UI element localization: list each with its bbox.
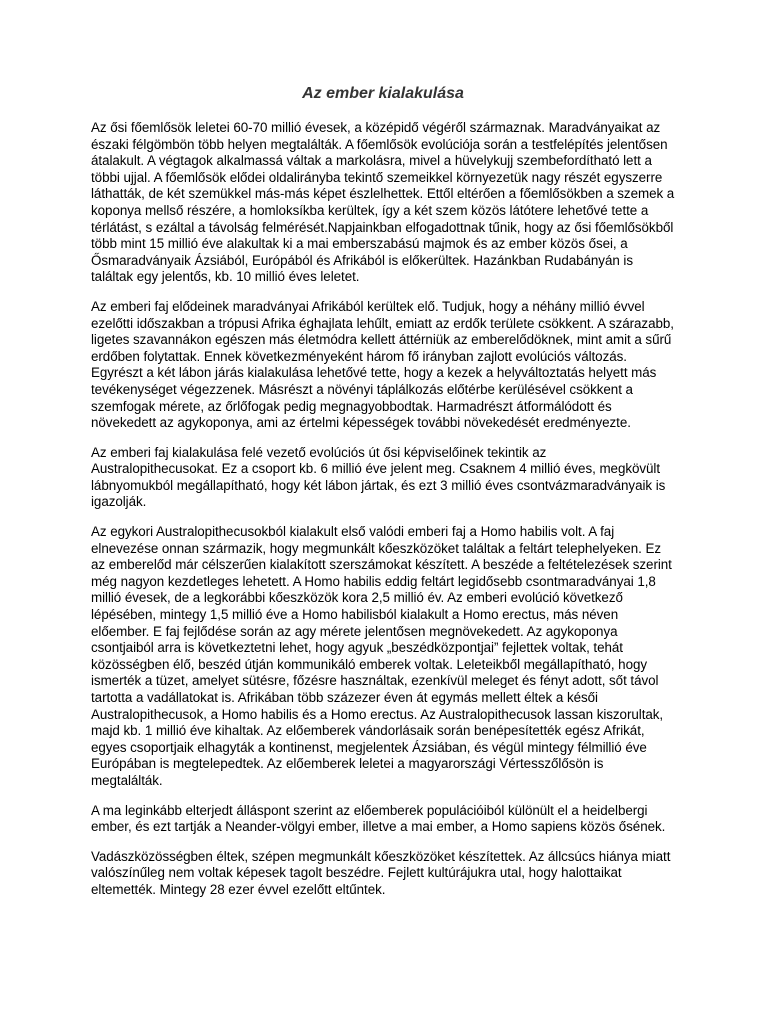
paragraph-3: Az emberi faj kialakulása felé vezető evolúciós út ősi képviselőinek tekintik az Australopithecusokat. Ez a csoport kb. 6 millió éve jelent meg. Csaknem 4 millió éves, megkövült lábnyomukból megállapítható, hogy két lábon jártak, és ezt 3 millió éves csontvázmaradványaik is igazolják. bbox=[91, 444, 666, 510]
paragraph-4: Az egykori Australopithecusokból kialakult első valódi emberi faj a Homo habilis volt. A faj elnevezése onnan származik, hogy megmunkált kőeszközöket találtak a feltárt telephelyeken. Ez az emberelőd már célszerűen kialakított szerszámokat készített. A beszéde a feltételezések szerint még nagyon kezdetleges lehetett. A Homo habilis eddig feltárt legidősebb csontmaradványai 1,8 millió évesek, de a legkorábbi kőeszközök kora 2,5 millió év. Az emberi evolúció következő lépésében, mintegy 1,5 millió éve a Homo habilisból kialakult a Homo erectus, más néven előember. E faj fejlődése során az agy mérete jelentősen megnövekedett. Az agykoponya csontjaiból arra is következtetni lehet, hogy agyuk „beszédközpontjai” fejlettek voltak, tehát közösségben élő, beszéd útján kommunikáló emberek voltak. Leleteikből megállapítható, hogy ismerték a tüzet, amelyet sütésre, főzésre használtak, ezenkívül meleget és fényt adott, sőt távol tartotta a vadállatokat is. Afrikában több százezer éven át egymás mellett éltek a késői Australopithecusok, a Homo habilis és a Homo erectus. Az Australopithecusok lassan kiszorultak, majd kb. 1 millió éve kihaltak. Az előemberek vándorlásaik során benépesítették egész Afrikát, egyes csoportjaik elhagyták a kontinenst, megjelentek Ázsiában, és végül mintegy félmillió éve Európában is megtelepedtek. Az előemberek leletei a magyarországi Vértesszőlősön is megtalálták. bbox=[91, 524, 672, 788]
document-page bbox=[91, 84, 675, 912]
paragraph-6: Vadászközösségben éltek, szépen megmunkált kőeszközöket készítettek. Az állcsúcs hiánya miatt valószínűleg nem voltak képesek tagolt beszédre. Fejlett kultúrájukra utal, hogy halottaikat eltemették. Mintegy 28 ezer évvel ezelőtt eltűntek. bbox=[91, 848, 671, 897]
paragraph-1: Az ősi főemlősök leletei 60-70 millió évesek, a középidő végéről származnak. Maradványaikat az északi félgömbön több helyen megtalálták. A főemlősök evolúciója során a testfelépítés jelentősen átalakult. A végtagok alkalmassá váltak a markolásra, mivel a hüvelykujj szembefordítható lett a többi ujjal. A főemlősök elődei oldalirányba tekintő szemeikkel környezetük nagy részét egyszerre láthatták, de két szemükkel más-más képet észlelhettek. Ettől eltérően a főemlősökben a szemek a koponya mellső részére, a homloksíkba kerültek, így a két szem közös látótere lehetővé tette a térlátást, s ezáltal a távolság felmérését.Napjainkban elfogadottnak tűnik, hogy az ősi főemlősökből több mint 15 millió éve alakultak ki a mai emberszabású majmok és az ember közös ősei, a Ősmaradványaik Ázsiából, Európából és Afrikából is előkerültek. Hazánkban Rudabányán is találtak egy jelentős, kb. 10 millió éves leletet. bbox=[91, 120, 675, 285]
paragraph-2: Az emberi faj elődeinek maradványai Afrikából kerültek elő. Tudjuk, hogy a néhány millió évvel ezelőtti időszakban a trópusi Afrika éghajlata lehűlt, emiatt az erdők területe csökkent. A szárazabb, ligetes szavannákon egészen más életmódra kellett áttérniük az emberelődöknek, mint amit a sűrű erdőben folytattak. Ennek következményeként három fő irányban zajlott evolúciós változás. Egyrészt a két lábon járás kialakulása lehetővé tette, hogy a kezek a helyváltoztatás helyett más tevékenységet végezzenek. Másrészt a növényi táplálkozás előtérbe kerülésével csökkent a szemfogak mérete, az őrlőfogak pedig megnagyobbodtak. Harmadrészt átformálódott és növekedett az agykoponya, ami az értelmi képességek további növekedését eredményezte. bbox=[91, 298, 674, 431]
document-title: Az ember kialakulása bbox=[302, 85, 464, 102]
paragraph-5: A ma leginkább elterjedt álláspont szerint az előemberek populációiból különült el a heidelbergi ember, és ezt tartják a Neander-völgyi ember, illetve a mai ember, a Homo sapiens közös ősének. bbox=[91, 802, 666, 835]
